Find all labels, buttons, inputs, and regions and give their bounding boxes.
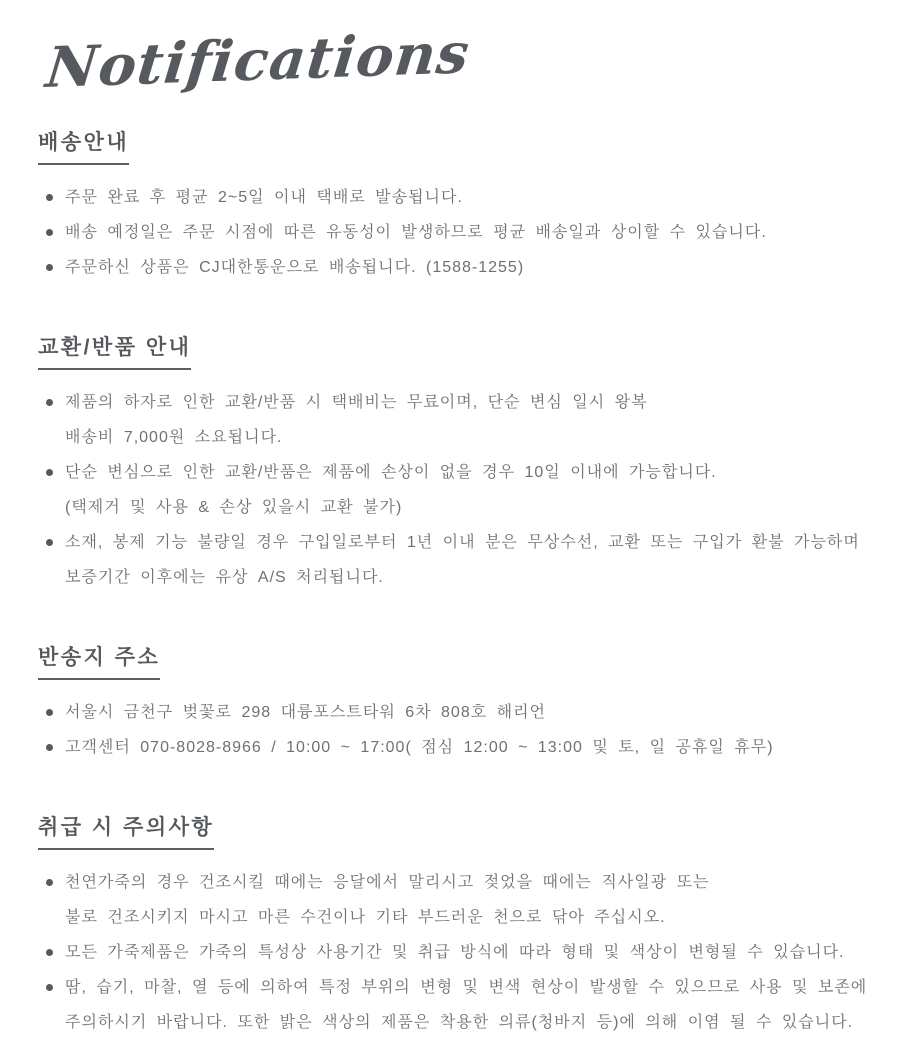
item-line: 배송비 7,000원 소요됩니다. <box>65 429 283 446</box>
page-title: Notifications <box>42 20 473 102</box>
item-line: 천연가죽의 경우 건조시킬 때에는 응달에서 말리시고 젖었을 때에는 직사일광 또는 <box>65 874 710 891</box>
bullet-icon <box>46 399 53 406</box>
bullet-icon <box>46 194 53 201</box>
item-line: 제품의 하자로 인한 교환/반품 시 택배비는 무료이며, 단순 변심 일시 왕복 <box>65 394 648 411</box>
section-return-address <box>38 641 876 765</box>
bullet-icon <box>46 264 53 271</box>
list-item <box>38 385 876 455</box>
section-heading: 취급 시 주의사항 <box>38 811 214 850</box>
list-item <box>38 970 876 1040</box>
list-item <box>38 865 876 935</box>
item-line: 단순 변심으로 인한 교환/반품은 제품에 손상이 없을 경우 10일 이내에 가능합니다. <box>65 464 717 481</box>
list-item <box>38 695 876 730</box>
bullet-icon <box>46 984 53 991</box>
section-handling-precautions <box>38 811 876 1040</box>
item-line: 불로 건조시키지 마시고 마른 수건이나 기타 부드러운 천으로 닦아 주십시오. <box>65 909 666 926</box>
list-item <box>38 730 876 765</box>
section-shipping-guide <box>38 126 876 285</box>
bullet-icon <box>46 539 53 546</box>
bullet-icon <box>46 469 53 476</box>
bullet-icon <box>46 709 53 716</box>
item-line: 소재, 봉제 기능 불량일 경우 구입일로부터 1년 이내 분은 무상수선, 교환 또는 구입가 환불 가능하며 <box>65 534 860 551</box>
list-item <box>38 250 876 285</box>
item-list <box>38 385 876 595</box>
item-line: 주문 완료 후 평균 2~5일 이내 택배로 발송됩니다. <box>65 189 463 206</box>
item-line: 배송 예정일은 주문 시점에 따른 유동성이 발생하므로 평균 배송일과 상이할 수 있습니다. <box>65 224 767 241</box>
item-line: 서울시 금천구 벚꽃로 298 대륭포스트타워 6차 808호 해리언 <box>65 704 546 721</box>
item-list <box>38 865 876 1040</box>
list-item <box>38 180 876 215</box>
item-line: 고객센터 070-8028-8966 / 10:00 ~ 17:00( 점심 12:00 ~ 13:00 및 토, 일 공휴일 휴무) <box>65 739 774 756</box>
item-line: 땀, 습기, 마찰, 열 등에 의하여 특정 부위의 변형 및 변색 현상이 발생할 수 있으므로 사용 및 보존에 <box>65 979 868 996</box>
section-heading: 반송지 주소 <box>38 641 160 680</box>
bullet-icon <box>46 744 53 751</box>
item-line: 주문하신 상품은 CJ대한통운으로 배송됩니다. (1588-1255) <box>65 259 525 276</box>
list-item <box>38 935 876 970</box>
item-line: 모든 가죽제품은 가죽의 특성상 사용기간 및 취급 방식에 따라 형태 및 색상이 변형될 수 있습니다. <box>65 944 845 961</box>
bullet-icon <box>46 229 53 236</box>
bullet-icon <box>46 949 53 956</box>
item-list <box>38 695 876 765</box>
list-item <box>38 455 876 525</box>
bullet-icon <box>46 879 53 886</box>
section-heading: 배송안내 <box>38 126 129 165</box>
item-list <box>38 180 876 285</box>
item-line: 보증기간 이후에는 유상 A/S 처리됩니다. <box>65 569 384 586</box>
list-item <box>38 525 876 595</box>
item-line: (택제거 및 사용 & 손상 있을시 교환 불가) <box>65 499 403 516</box>
section-heading: 교환/반품 안내 <box>38 331 191 370</box>
section-exchange-return-guide <box>38 331 876 595</box>
item-line: 주의하시기 바랍니다. 또한 밝은 색상의 제품은 착용한 의류(청바지 등)에 의해 이염 될 수 있습니다. <box>65 1014 854 1031</box>
list-item <box>38 215 876 250</box>
